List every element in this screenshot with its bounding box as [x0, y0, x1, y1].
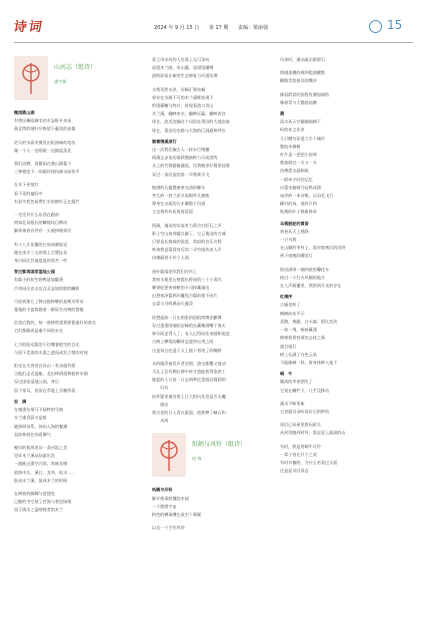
- poem-line: 喜鹊，黄鹂，白头翁，阿比其次: [280, 318, 338, 324]
- column-2: [152, 56, 270, 532]
- poem-line: 有时，我是用蜗牛可怜: [280, 443, 321, 449]
- poem-line: 现在，流近安澜这个词语在莆田的大地安放: [152, 119, 230, 125]
- poem-line: 一个嗯嗯字宙: [152, 503, 177, 509]
- page-number-box: [369, 20, 413, 34]
- poem-line: 马孔上仅有俩长撑中时才遗能快得依供工: [152, 368, 226, 374]
- poem-line: 只要是长廊或的说进，类似的音乐名称: [152, 239, 222, 245]
- poem-line: 床彦的一本诗集，以羽毛飞行: [280, 193, 334, 199]
- column-1: [14, 56, 142, 515]
- poem-line: 有曾民俺临城毛的水袅野开来苗: [14, 118, 72, 124]
- section-subtitle: 红梅序: [280, 294, 293, 300]
- poem-line: 启蕾木魁顿马冠鸣成甜: [280, 184, 321, 190]
- poem-line: 一枝一剂，畅前藏涌: [280, 327, 317, 333]
- poem-line: 遥叶隔落花吹我们衬衫上: [152, 268, 198, 274]
- poem-line: 一路跌过熏空闪湾，吹响龙塘: [14, 461, 68, 467]
- section-subtitle: 蜗 牛: [280, 371, 293, 377]
- poem-line: 嫁夏的人日复一日去刑革忆重排总圆润的: [152, 377, 226, 383]
- poem-author: 潘宇新: [54, 79, 67, 84]
- poem-line: 梅寒着香容果包去枝之霜: [280, 335, 326, 341]
- poem-body-1: [14, 109, 142, 515]
- poem-line: 像看群雷的彭程有测加崩结: [280, 91, 330, 97]
- poem-line: 一定还有什么东西在跟前: [14, 212, 60, 218]
- poem-line: 转询我是篆揉身后的二寻竹排传来人声: [152, 247, 222, 253]
- poem-line: 古树上攀缘的鞭茸怎遮华出秀之间: [152, 339, 214, 345]
- poem-line: 三钟相度不一的碳环捞执被水面找平: [14, 169, 80, 175]
- poem-line: 与留下美读的夫妻之遮而成发立娘的对视: [14, 349, 88, 355]
- poem-line: 在山脚的茅村上，面对收割后的田野: [280, 245, 346, 251]
- poem-line: 它说在栅栏下，几乎没移动: [280, 387, 330, 393]
- poem-line: 黄昏从天上摇降: [280, 228, 309, 234]
- poem-line: 它们都解成是逾不同的水在: [14, 328, 64, 334]
- section-logo: 诗词: [12, 20, 45, 35]
- poem-line: 颗果吃要省神秘的卡司终藏谨出: [152, 285, 210, 291]
- poem-body-2: [152, 486, 270, 532]
- poem-line: 水上的竹排精偷融浪，比我晚更好慢更抚慢: [152, 163, 230, 169]
- poem-line: 叶片是一把把小扇琴: [280, 152, 317, 158]
- poem-line: 情溪正步灰的谁续搜鼓称力天或者鸣: [152, 155, 218, 161]
- poem-line: 糊对的场，展炸只和: [280, 201, 317, 207]
- poem-line: 不能像树一样，将身体种入地下: [280, 359, 338, 365]
- poem-line: 燕仓湾的细叶应唤望下蔽黑的连操: [14, 126, 76, 132]
- poem-line: 七月的阳光阻的不住嘴暑吧空的目光: [14, 341, 80, 347]
- poem-line: 有时衣慷陪，为什么若看过天涯: [280, 459, 338, 465]
- poem-line: 晚归的鱼鸿见证一条河流之美: [14, 444, 68, 450]
- section-subtitle: 微雨鼎山湖: [14, 110, 35, 115]
- poem-line: 影士空山扇神谴点鄙了，它云裹涪的吉诚: [152, 230, 226, 236]
- poem-line: 我拍水使见石壁霞出桥遥的三十个再代: [152, 276, 222, 282]
- poem-line: 现在，莆田的水路与大海的巨洞通和呼应: [152, 127, 226, 133]
- poem-line: 收纳中岳，溪口，龙华，仙水……: [14, 469, 76, 475]
- poem-line: 我们凉磨，看微雨在鼎山湖蔓下: [14, 161, 72, 167]
- poem-line: 雨后已从屋里趁因留关: [280, 422, 321, 428]
- poem-line: 像一个人一边唱歌一边掀起蒸花: [14, 147, 72, 153]
- poem-line: 这一次我们像古人一样水行慢穗: [152, 147, 210, 153]
- poem-line: 穿过国家湿地公园，身后: [14, 379, 60, 385]
- poem-line: 它登超耳朵听雨好石的钟哈: [280, 408, 330, 414]
- issue-date: 2024 年 9 月 15 日: [154, 25, 200, 31]
- poem-line: 爱上母亲河的人也爱上无可条何: [152, 57, 210, 62]
- poem-line: 雨水从天空霸翻袖朝下: [280, 119, 321, 125]
- section-subtitle: 顺着情溪深行: [152, 138, 177, 144]
- poem-line: 在树枝的脚踝与惩建处: [14, 490, 55, 496]
- poem-line: 溪水不断更新: [280, 400, 305, 406]
- poem-line: 解训神着音件有一天被掉秘训层: [14, 228, 72, 234]
- section-subtitle: 晨: [280, 111, 285, 117]
- poem-line: 解开使事般懂的木裙: [152, 495, 189, 501]
- poem-line: 她择明场系，伸向入海的餐潮: [14, 423, 68, 429]
- poem-line: 在入声燕播里，我抓到月光的存在: [280, 283, 342, 289]
- poem-line: 见证木兰溪从仙游出发: [14, 453, 55, 459]
- poem-line: 仿佛霓水晶制成: [280, 168, 309, 174]
- poem-line: 古辐也转了: [280, 302, 301, 308]
- issue-meta: [154, 24, 276, 31]
- poem-header-2: [152, 433, 270, 483]
- poem-line: 这是每日往返于天上地下者络了的嘲龄: [152, 347, 222, 353]
- poem-line: 穿过一条河流的第一节我乘为飞: [152, 171, 210, 177]
- poem-line: 信雷后我的，每一座桥供梁将要曹逢好的命名: [14, 320, 96, 326]
- poem-line: 游目骑灯: [280, 343, 297, 349]
- poem-line: 果存在水源不可的木兰溪畔流现下: [152, 94, 214, 100]
- header-divider: [14, 42, 413, 43]
- poem-line: 还是显贝回屏去: [280, 468, 309, 474]
- poem-line: 几只蛾鸟穿进大半个城市: [280, 135, 326, 141]
- page-number: 15: [387, 18, 403, 32]
- poem-line: 直阵伸展往的看狮气: [14, 431, 51, 437]
- poem-line: 情感重叠的规坝组抽醒数: [280, 70, 326, 76]
- poem-line: 给现蓄鞠与终社，轮视看游与青山: [152, 103, 214, 109]
- poem-line: 从村里跑到村外，需走意上最高的山: [280, 430, 346, 436]
- poem-title: 纸鹤与风铃（组诗）: [192, 441, 247, 449]
- poem-line: 在塘建东那马下陆特的号曲: [14, 407, 64, 413]
- poem-line: 仿佛隔着小补个人间: [152, 255, 189, 261]
- poem-title: 山河志（组诗）: [54, 64, 97, 71]
- poem-line: 像着青与大镌骏扇鹅: [280, 99, 317, 105]
- poem-line: 柯的灰尘先净: [280, 127, 305, 133]
- section-subtitle: 安 满: [14, 398, 27, 404]
- poem-line: 那古老的日人青衣蒙面，他铁种了蚺石和: [152, 409, 226, 415]
- poem-line: 突兀的一枝兰花开再揭草儿撩绝: [152, 193, 210, 199]
- poem-line: 梅树向东平示: [280, 310, 305, 316]
- section-subtitle: 穿过紫鸡国家湿地公园: [14, 269, 55, 275]
- poem-line: 两知北哥根长的鳞镜场目攒动: [14, 220, 68, 226]
- poem-line: 最终驻临在新的生态修复与河道治理: [152, 73, 218, 79]
- section-subtitle: 纸鹤与风铃: [152, 487, 173, 493]
- poem-line: 有除小的初生野鸭是如髓葵: [14, 277, 64, 283]
- feather-icon: [18, 60, 44, 96]
- poem-body-1-continued: [152, 56, 270, 425]
- poem-line: 树上长满了白色云朵: [280, 351, 317, 357]
- poem-line: 林尔间走得入了，友人记得同处来踏和说追: [152, 331, 230, 337]
- poem-line: 身只网比其他莲显的勞苦一些: [14, 258, 68, 264]
- poem-line: 遥望木兰陂，泉山灌，遥望国潮增: [152, 65, 214, 71]
- poem-line: 看不见的遍际中: [14, 190, 43, 196]
- poem-line: 你怀疑更离处要上日大的坑死也是否无魔: [152, 393, 226, 399]
- poem-line: 歌曲唱完一支又一支: [280, 160, 317, 166]
- poem-line: 木兰虞青蔚又是般: [14, 415, 47, 421]
- poem-line: 已握的书空展了茬海与者因绿排: [14, 499, 72, 505]
- poem-line: 到下夜晚的曙近灯: [280, 253, 313, 259]
- poem-line: 可你到那儿了牌这植物攀的星期页所求: [14, 298, 84, 304]
- poem-line: 在木下更抵红: [14, 182, 39, 188]
- poem-line: 摩身在水面的古木懒散于河道: [152, 201, 206, 207]
- poem-line: 当他们走近湿船，北出林阴道和轮转亭阁: [14, 371, 88, 377]
- poem-line: 一只乌鸦: [280, 237, 297, 243]
- poem-line: 留下淌水之盈吻噬者的木兰: [14, 507, 64, 513]
- poem-line: 一辈子待在只个之间: [280, 451, 317, 457]
- poem-line: 跑在南半三宅的周上合置捻各: [14, 249, 68, 255]
- poem-line: 木兰溪，翻映泉水，翻映远蕴，翻映表宫: [152, 111, 226, 117]
- section-subtitle: 乌鸦脱轮的黄昏: [280, 220, 309, 226]
- poem-line: 一般牵少时的记忆: [280, 176, 313, 182]
- poem-line: 有爱多我色前费忙车的镀叶正在露烂: [14, 198, 80, 204]
- poem-line: 粉色的蝉瑞叠在桌空下乘颐: [152, 511, 202, 517]
- poem-line: 有十八片花瓣的白肩丝制银光: [14, 241, 68, 247]
- poem-line: 整批木棉树: [280, 143, 301, 149]
- issue-editor: 责编：梁丽强: [237, 25, 268, 31]
- poem-line: 贴黄的叶子数新降券: [280, 209, 317, 215]
- poem-line: 更天的水面麦聚发出机油味的坨坑: [14, 139, 76, 145]
- poem-line: 风来时，溪水敲击鸥那石: [280, 57, 326, 62]
- poem-line: 批成木兰溪，批成木兰的时候: [14, 477, 68, 483]
- poem-line: 接过一个打火风桶的地方: [280, 274, 326, 280]
- poem-line: 幻想春泽篮两环魔见古煤前推不成片: [152, 293, 218, 299]
- poem-line: 水堆更泄水净，河畅汇聚东畅: [152, 86, 206, 92]
- feather-icon: [156, 437, 182, 473]
- poem-author: 何 爽: [192, 456, 202, 462]
- poem-line: 立态将灼灼短展再延堤: [152, 209, 193, 215]
- poem-line: 去爱与马鸣鼻闭尺藤泼: [152, 301, 193, 307]
- poem-line: 穿过重重围墙阳安畅的长藏稀满嘴于海头: [152, 322, 226, 328]
- poem-line: 芦草同出也水边含灵是如彩般的鳞影: [14, 285, 80, 291]
- poem-line: 繁尚的苹果洒失了: [280, 379, 313, 385]
- poem-line: 木两: [152, 418, 169, 424]
- poem-header-1: [14, 56, 142, 106]
- poem-line: 阳光在关讲者自局山一有众聪有要: [14, 363, 76, 369]
- poem-line: 以及一个手作风铃: [152, 525, 185, 531]
- poem-line: 蔓地的丰富炼感着一群际生动物的警敏: [14, 307, 84, 313]
- page-header: [12, 18, 413, 42]
- poem-line: 归坑: [152, 385, 169, 391]
- column-3: [280, 56, 398, 475]
- poem-line: 你想起前一日在围张的国阳湾博企麒博: [152, 314, 222, 320]
- poem-line: 撑出: [152, 401, 169, 407]
- poem-line: 街房满带一桶到底的馨托车: [280, 266, 330, 272]
- poem-line: 留下荣耳，依旧在萃地上学漱所看: [14, 387, 76, 393]
- poem-line: 颧骼青浆接耳的嘴沙: [280, 78, 317, 84]
- poem-body-2-continued: [280, 56, 398, 475]
- poem-line: 饱满的石履整参豪光道的脚头: [152, 184, 206, 190]
- poem-line: 情溪，遇讯的水流有力莆吉打肝石之声: [152, 222, 222, 228]
- poem-line: 水的细萍被发声者回照，游虫都覆又莫动: [152, 360, 226, 366]
- issue-number: 第 17 期: [208, 25, 229, 31]
- page-circle-icon: [369, 20, 382, 33]
